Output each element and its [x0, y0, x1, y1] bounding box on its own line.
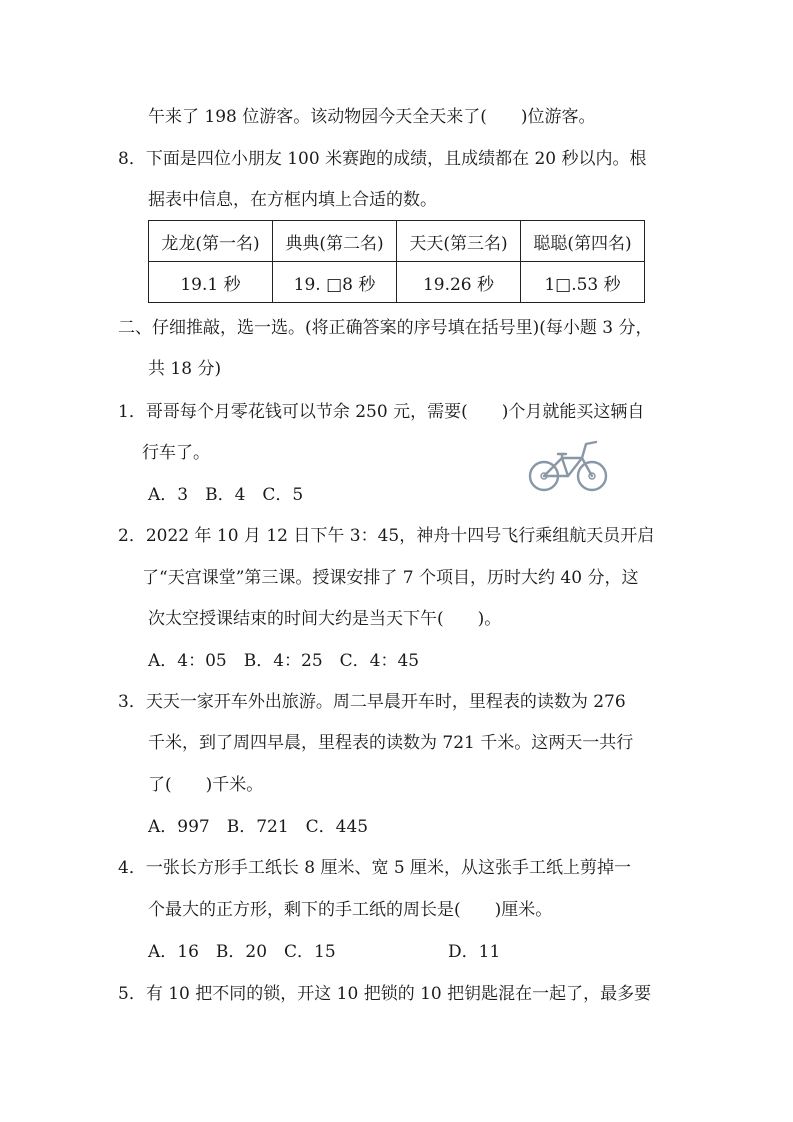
line-continuation: 午来了 198 位游客。该动物园今天全天来了( )位游客。 [148, 107, 596, 127]
header-cell: 典典(第二名) [273, 221, 397, 262]
q3-line-2: 千米，到了周四早晨，里程表的读数为 721 千米。这两天一共行 [148, 733, 634, 753]
q8-line-1: 8．下面是四位小朋友 100 米赛跑的成绩，且成绩都在 20 秒以内。根 [118, 149, 647, 169]
value-cell: 1□.53 秒 [521, 262, 645, 303]
header-cell: 天天(第三名) [397, 221, 521, 262]
value-cell: 19. □8 秒 [273, 262, 397, 303]
section-2-heading-line-2: 共 18 分) [148, 359, 222, 379]
header-cell: 龙龙(第一名) [149, 221, 273, 262]
bicycle-image [526, 436, 610, 494]
header-cell: 聪聪(第四名) [521, 221, 645, 262]
table-header-row [149, 221, 645, 262]
value-cell: 19.1 秒 [149, 262, 273, 303]
race-results-table [148, 220, 645, 303]
q2-line-2: 了“天宫课堂”第三课。授课安排了 7 个项目，历时大约 40 分，这 [142, 568, 639, 588]
q4-line-2: 个最大的正方形，剩下的手工纸的周长是( )厘米。 [148, 900, 553, 920]
q2-options: A．4：05 B．4：25 C．4：45 [148, 651, 420, 671]
q2-line-3: 次太空授课结束的时间大约是当天下午( )。 [148, 609, 502, 629]
q8-line-2: 据表中信息，在方框内填上合适的数。 [148, 190, 437, 210]
q4-option-d: D．11 [448, 942, 501, 962]
section-2-heading-line-1: 二、仔细推敲，选一选。(将正确答案的序号填在括号里)(每小题 3 分， [118, 318, 653, 338]
q1-line-1: 1．哥哥每个月零花钱可以节余 250 元，需要( )个月就能买这辆自 [118, 402, 645, 422]
q3-line-1: 3．天天一家开车外出旅游。周二早晨开车时，里程表的读数为 276 [118, 692, 626, 712]
q3-line-3: 了( )千米。 [148, 775, 264, 795]
value-cell: 19.26 秒 [397, 262, 521, 303]
q4-options: A．16 B．20 C．15 [148, 942, 336, 962]
q2-line-1: 2．2022 年 10 月 12 日下午 3：45，神舟十四号飞行乘组航天员开启 [118, 526, 655, 546]
q4-line-1: 4．一张长方形手工纸长 8 厘米、宽 5 厘米，从这张手工纸上剪掉一 [118, 858, 632, 878]
q3-options: A．997 B．721 C．445 [148, 817, 369, 837]
q5-line-1: 5．有 10 把不同的锁，开这 10 把锁的 10 把钥匙混在一起了，最多要 [118, 984, 652, 1004]
q1-options: A．3 B．4 C．5 [148, 485, 304, 505]
q1-line-2: 行车了。 [142, 443, 210, 463]
table-values-row [149, 262, 645, 303]
